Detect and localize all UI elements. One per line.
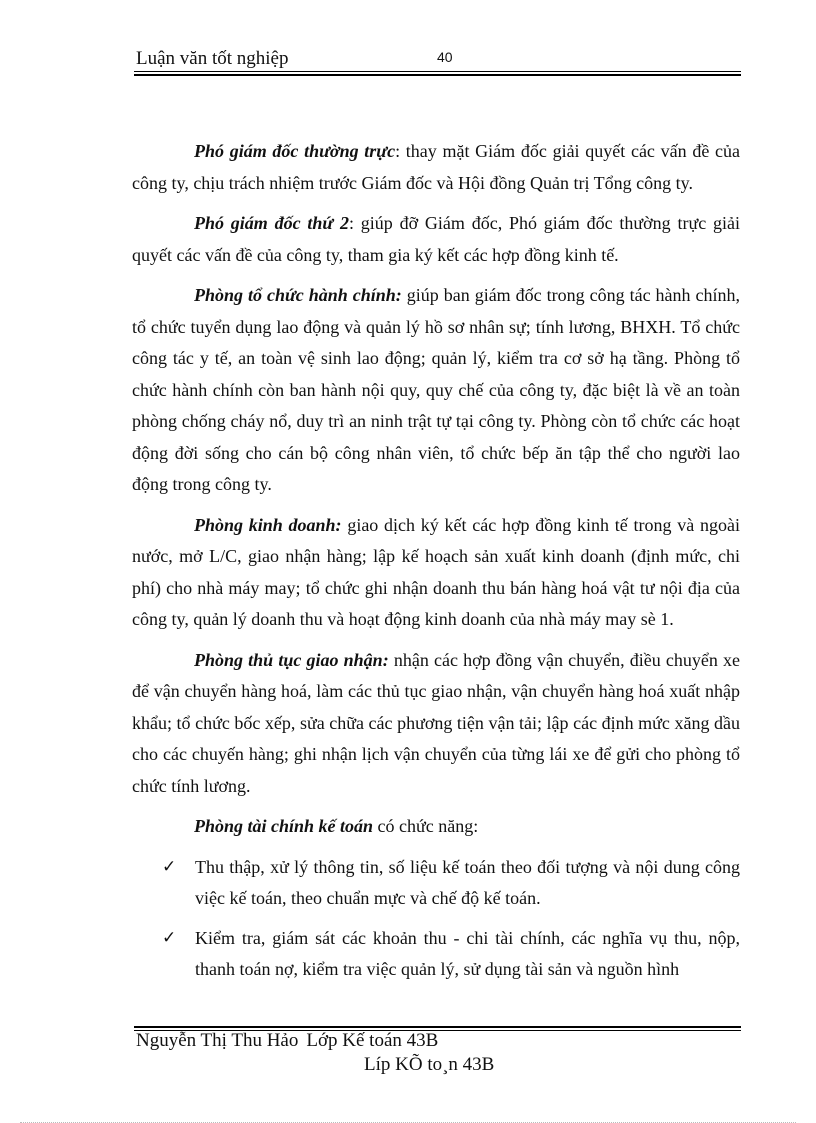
body-content xyxy=(132,136,740,994)
list-item xyxy=(132,852,740,915)
paragraph-text: có chức năng: xyxy=(373,816,479,836)
paragraph-lead: Phó giám đốc thường trực xyxy=(194,141,396,161)
checkmark-icon: ✓ xyxy=(162,856,177,877)
paragraph-text: giúp ban giám đốc trong công tác hành chính, tổ chức tuyển dụng lao động và quản lý hồ sơ nhân sự; tính lương, BHXH. Tổ chức công tác y tế, an toàn vệ sinh lao động; quản lý, kiểm tra cơ sở hạ tầng. Phòng tổ chức hành chính còn ban hành nội quy, quy chế của công ty, đặc biệt là về an toàn phòng chống cháy nổ, duy trì an ninh trật tự tại công ty. Phòng còn tổ chức các hoạt động đời sống cho cán bộ công nhân viên, tổ chức bếp ăn tập thể cho người lao động trong công ty. xyxy=(132,285,740,494)
list-item-text: Kiểm tra, giám sát các khoản thu - chi tài chính, các nghĩa vụ thu, nộp, thanh toán nợ, kiểm tra việc quản lý, sử dụng tài sản và nguồn hình xyxy=(195,927,740,979)
paragraph-lead: Phòng tổ chức hành chính: xyxy=(194,285,402,305)
list-item xyxy=(132,923,740,986)
function-list xyxy=(132,852,740,986)
footer-author-line xyxy=(136,1030,438,1052)
footer-class: Lớp Kế toán 43B xyxy=(306,1030,439,1051)
paragraph-text: nhận các hợp đồng vận chuyển, điều chuyển xe để vận chuyển hàng hoá, làm các thủ tục giao nhận, vận chuyển hàng hoá xuất nhập khẩu; tổ chức bốc xếp, sửa chữa các phương tiện vận tải; lập các định mức xăng dầu cho các chuyến hàng; ghi nhận lịch vận chuyển của từng lái xe để gửi cho phòng tổ chức tính lương. xyxy=(132,649,740,796)
paragraph-phong-to-chuc-hanh-chinh xyxy=(132,280,740,501)
paragraph-lead: Phòng tài chính kế toán xyxy=(194,816,374,836)
paragraph-phong-kinh-doanh xyxy=(132,510,740,636)
paragraph-phong-tai-chinh-ke-toan xyxy=(132,811,740,843)
checkmark-icon: ✓ xyxy=(162,927,177,948)
paragraph-lead: Phòng kinh doanh: xyxy=(194,514,342,535)
paragraph-phong-thu-tuc-giao-nhan xyxy=(132,645,740,803)
header-rule-top xyxy=(134,71,741,72)
header-rule-bottom xyxy=(134,74,741,76)
footer-author: Nguyễn Thị Thu Hảo xyxy=(136,1030,299,1051)
header-title: Luận văn tốt nghiệp xyxy=(136,48,289,69)
paragraph-lead: Phó giám đốc thứ 2 xyxy=(194,213,349,233)
page-number: 40 xyxy=(437,49,453,65)
paragraph-text: : thay mặt Giám đốc giải quyết các vấn đề của công ty, chịu trách nhiệm trước Giám đốc và Hội đồng Quản trị Tổng công ty. xyxy=(132,141,740,193)
footer-class-garbled: Líp KÕ to¸n 43B xyxy=(364,1054,495,1075)
paragraph-text: : giúp đỡ Giám đốc, Phó giám đốc thường trực giải quyết các vấn đề của công ty, tham gia ký kết các hợp đồng kinh tế. xyxy=(132,213,741,265)
paragraph-pho-giam-doc-thuong-truc xyxy=(132,136,740,199)
paragraph-lead: Phòng thủ tục giao nhận: xyxy=(194,649,389,670)
list-item-text: Thu thập, xử lý thông tin, số liệu kế toán theo đối tượng và nội dung công việc kế toán, theo chuẩn mực và chế độ kế toán. xyxy=(195,856,740,908)
footer-rule-top xyxy=(134,1026,741,1028)
paragraph-text: giao dịch ký kết các hợp đồng kinh tế trong và ngoài nước, mở L/C, giao nhận hàng; lập kế hoạch sản xuất kinh doanh (định mức, chi phí) cho nhà máy may; tổ chức ghi nhận doanh thu bán hàng hoá vật tư nội địa của công ty, quản lý doanh thu và hoạt động kinh doanh của nhà máy may sè 1. xyxy=(132,514,740,629)
paragraph-pho-giam-doc-thu-2 xyxy=(132,208,740,271)
